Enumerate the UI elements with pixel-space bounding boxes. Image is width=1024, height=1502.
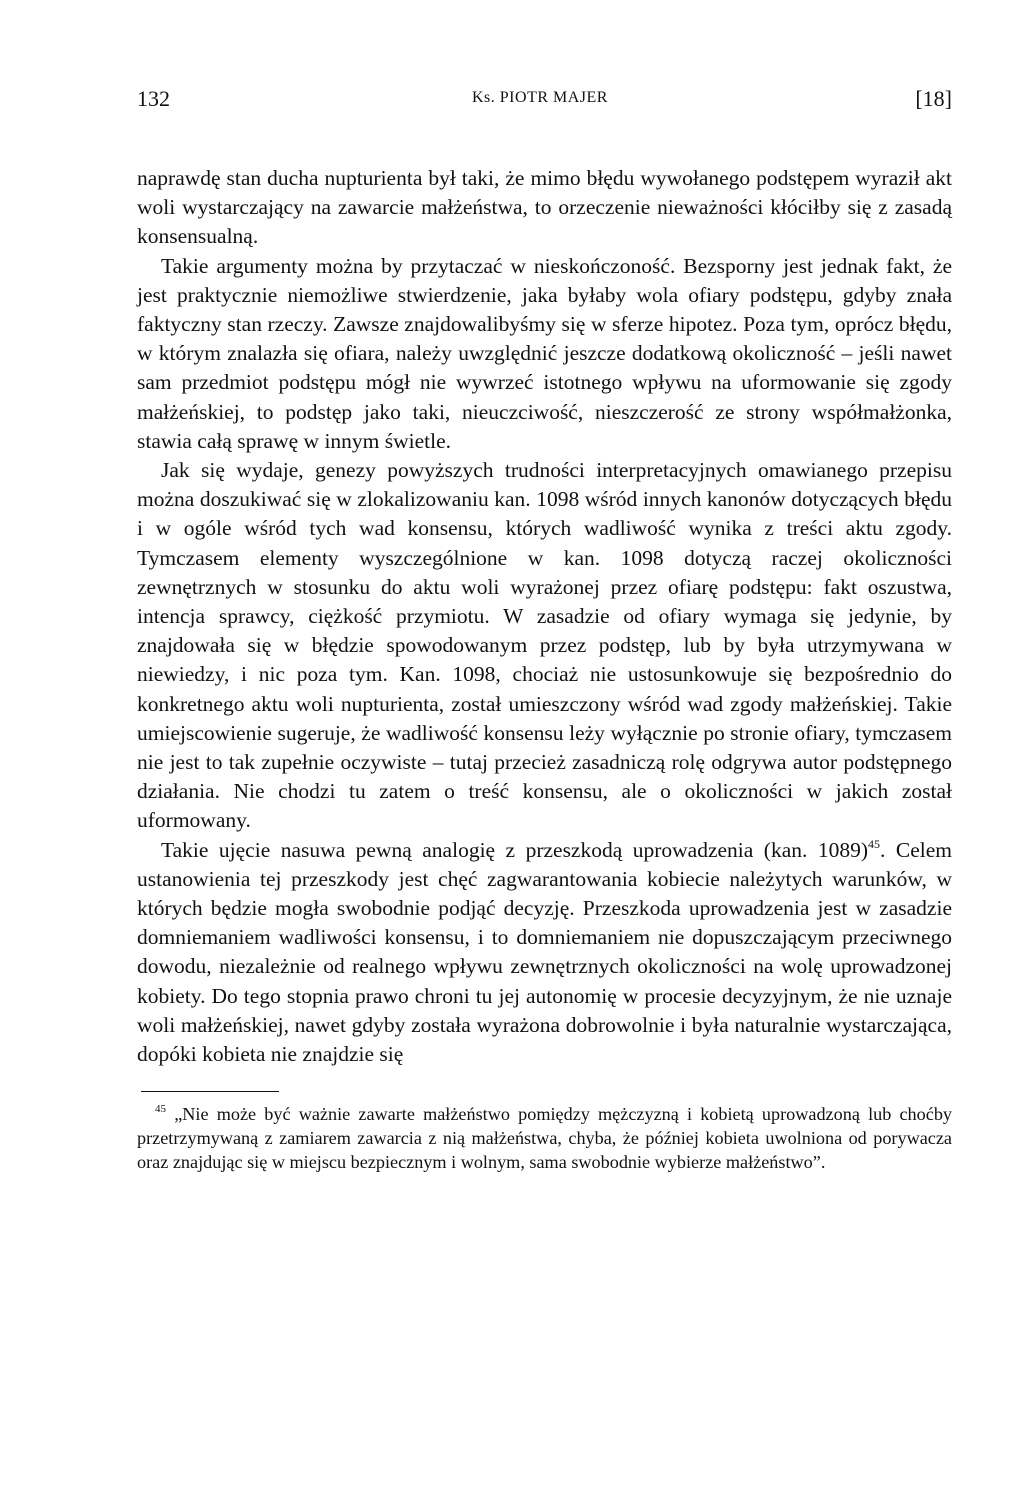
footnote-reference: 45	[868, 836, 881, 851]
section-number: [18]	[915, 86, 952, 111]
page-number: 132	[137, 86, 170, 111]
body-text	[137, 164, 952, 1069]
paragraph-text: . Celem ustanowienia tej przeszkody jest chęć zagwarantowania kobiecie należytych warunków, w których będzie mogła swobodnie podjąć decyzję. Przeszkoda uprowadzenia jest w zasadzie domniemaniem wadliwości konsensu, i to domniemaniem nie dopuszczającym przeciwnego dowodu, niezależnie od realnego wpływu zewnętrznych okoliczności na wolę uprowadzonej kobiety. Do tego stopnia prawo chroni tu jej autonomię w procesie decyzyjnym, że nie uznaje woli małżeńskiej, nawet gdyby została wyrażona dobrowolnie i była naturalnie wystarczająca, dopóki kobieta nie znajdzie się	[137, 837, 952, 1067]
footnote-number: 45	[155, 1103, 166, 1116]
paragraph: Takie argumenty można by przytaczać w nieskończoność. Bezsporny jest jednak fakt, że jest praktycznie niemożliwe stwierdzenie, jaka byłaby wola ofiary podstępu, gdyby znała faktyczny stan rzeczy. Zawsze znajdowalibyśmy się w sferze hipotez. Poza tym, oprócz błędu, w którym znalazła się ofiara, należy uwzględnić jeszcze dodatkową okoliczność – jeśli nawet sam przedmiot podstępu mógł nie wywrzeć istotnego wpływu na uformowanie się zgody małżeńskiej, to podstęp jako taki, nieuczciwość, nieszczerość ze strony współmałżonka, stawia całą sprawę w innym świetle.	[137, 253, 952, 453]
running-head	[137, 80, 952, 124]
paragraph: Jak się wydaje, genezy powyższych trudności interpretacyjnych omawianego przepisu można doszukiwać się w zlokalizowaniu kan. 1098 wśród innych kanonów dotyczących błędu i w ogóle wśród tych wad konsensu, których wadliwość wynika z treści aktu zgody. Tymczasem elementy wyszczególnione w kan. 1098 dotyczą raczej okoliczności zewnętrznych w stosunku do aktu woli wyrażonej przez ofiarę podstępu: fakt oszustwa, intencja sprawcy, ciężkość przymiotu. W zasadzie od ofiary wymaga się jedynie, by znajdowała się w błędzie spowodowanym przez podstęp, lub by była utrzymywana w niewiedzy, i nic poza tym. Kan. 1098, chociaż nie ustosunkowuje się bezpośrednio do konkretnego aktu woli nupturienta, został umieszczony wśród wad zgody małżeńskiej. Takie umiejscowienie sugeruje, że wadliwość konsensu leży wyłącznie po stronie ofiary, tymczasem nie jest to tak zupełnie oczywiste – tutaj przecież zasadniczą rolę odgrywa autor podstępnego działania. Nie chodzi tu zatem o treść konsensu, ale o okoliczności w jakich został uformowany.	[137, 458, 952, 833]
paragraph-continued: naprawdę stan ducha nupturienta był taki, że mimo błędu wywołanego podstępem wyraził akt woli wystarczający na zawarcie małżeństwa, to orzeczenie nieważności kłóciłby się z zasadą konsensualną.	[137, 166, 952, 249]
paragraph-with-footnote-ref	[137, 836, 952, 1070]
footnote-divider	[141, 1091, 279, 1092]
running-title: Ks. PIOTR MAJER	[472, 89, 608, 106]
paragraph-text: Takie ujęcie nasuwa pewną analogię z przeszkodą uprowadzenia (kan. 1089)	[161, 837, 869, 862]
footnote-text: „Nie może być ważnie zawarte małżeństwo pomiędzy mężczyzną i kobietą uprowadzoną lub choćby przetrzymywaną z zamiarem zawarcia z nią małżeństwa, chyba, że później kobieta uwolniona od porywacza oraz znajdując się w miejscu bezpiecznym i wolnym, sama swobodnie wybierze małżeństwo”.	[137, 1104, 953, 1173]
footnote	[137, 1102, 952, 1174]
document-page	[137, 80, 952, 1174]
